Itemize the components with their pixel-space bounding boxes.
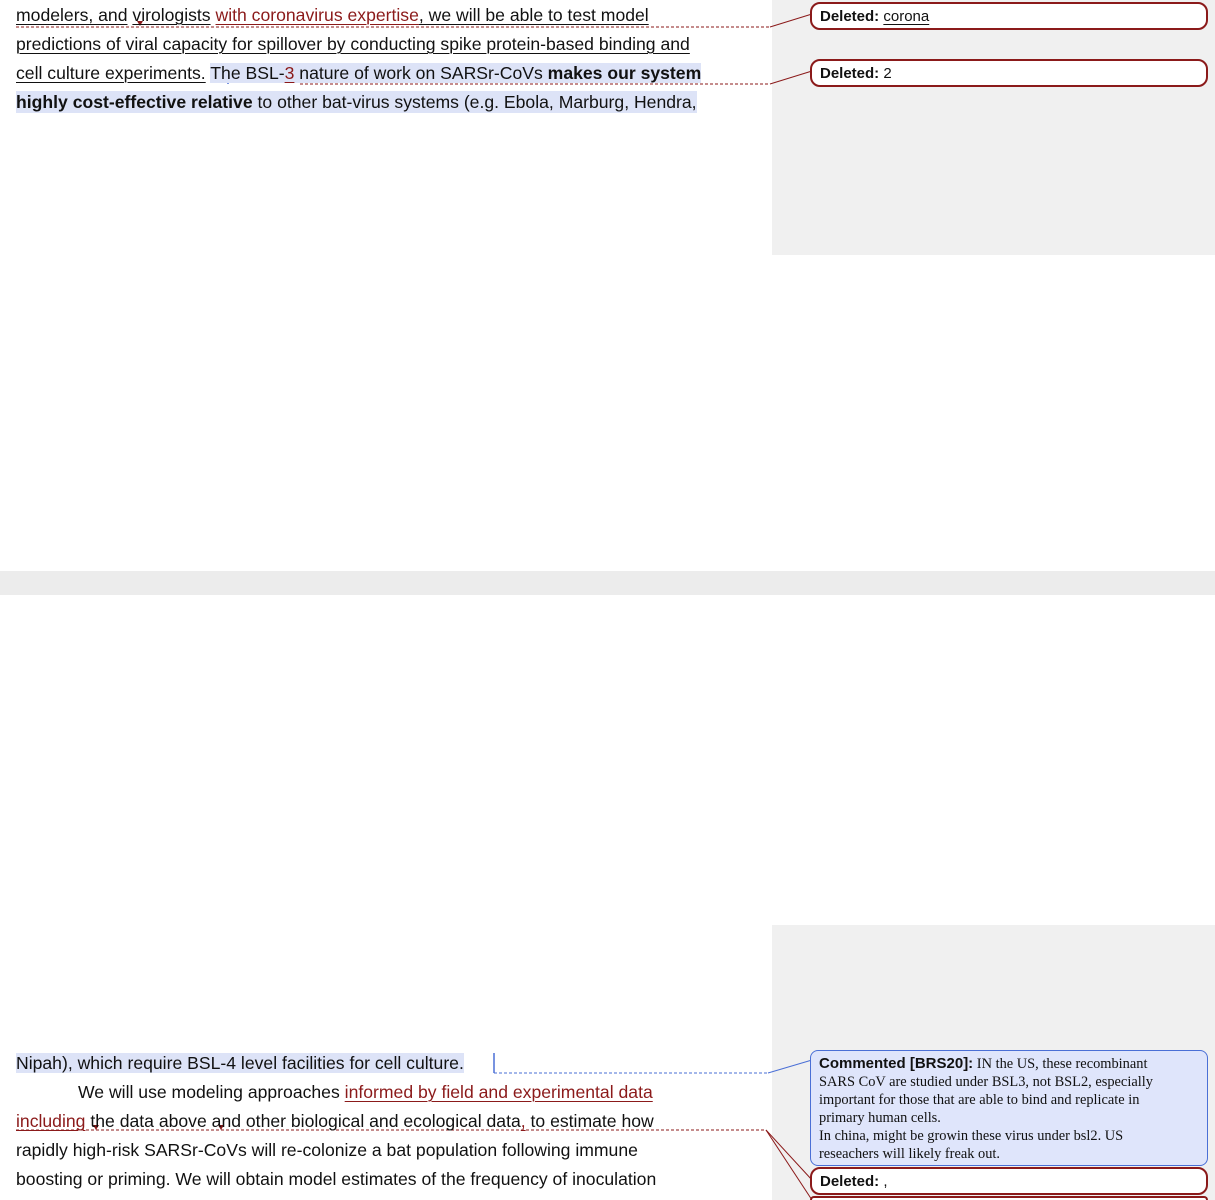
inserted-text: with coronavirus expertise	[215, 5, 419, 25]
deleted-balloon[interactable]	[810, 59, 1208, 87]
text-run: cell culture experiments.	[16, 63, 206, 83]
inserted-text: including	[16, 1111, 86, 1131]
deleted-label: Deleted:	[820, 1173, 880, 1190]
highlighted-text: Nipah), which require BSL-4 level facilities for cell culture.	[16, 1053, 464, 1073]
bold-text: makes our system	[547, 63, 702, 83]
text-run: The BSL-	[210, 63, 285, 83]
text-line	[16, 1110, 654, 1132]
text-line	[16, 1081, 653, 1103]
text-run: to estimate how	[530, 1111, 654, 1131]
deleted-text: 2	[883, 65, 892, 82]
text-line: boosting or priming. We will obtain model estimates of the frequency of inoculation	[16, 1169, 657, 1189]
text-run: nature of work on SARSr-CoVs	[299, 63, 543, 83]
text-line: rapidly high-risk SARSr-CoVs will re-colonize a bat population following immune	[16, 1140, 638, 1160]
inserted-text: informed by field and experimental data	[344, 1082, 653, 1102]
text-line: predictions of viral capacity for spillover by conducting spike protein-based binding and	[16, 34, 690, 54]
text-run: virologists	[132, 5, 211, 25]
deleted-label: Deleted:	[820, 65, 880, 82]
deleted-label: Deleted:	[820, 8, 880, 25]
comment-text: primary human cells.	[819, 1110, 941, 1126]
text-line	[16, 62, 701, 84]
text-run: and other biological and ecological data	[211, 1111, 521, 1131]
text-line	[16, 91, 697, 113]
text-run: , we will be able to test model	[418, 5, 649, 25]
deleted-text: ,	[883, 1173, 888, 1190]
deleted-balloon[interactable]	[810, 1167, 1208, 1195]
comment-text: IN the US, these recombinant	[976, 1056, 1148, 1072]
bold-text: highly cost-effective relative	[16, 92, 253, 112]
inserted-text: 3	[284, 63, 295, 83]
comment-balloon[interactable]	[810, 1050, 1208, 1166]
comment-text: In china, might be growin these virus under bsl2. US	[819, 1128, 1124, 1144]
inserted-text: ,	[520, 1111, 526, 1131]
deleted-balloon-partial[interactable]	[810, 1196, 1208, 1200]
comment-label: Commented [BRS20]:	[819, 1055, 974, 1072]
comment-text: SARS CoV are studied under BSL3, not BSL2, especially	[819, 1074, 1153, 1090]
text-run: the data above	[90, 1111, 207, 1131]
highlighted-text	[210, 63, 701, 83]
deleted-text: corona	[883, 8, 930, 25]
text-run: We will use modeling approaches	[78, 1082, 340, 1102]
text-line	[16, 4, 649, 26]
comment-text: important for those that are able to bind and replicate in	[819, 1092, 1140, 1108]
comment-text: reseachers will likely freak out.	[819, 1146, 1001, 1162]
text-line	[16, 1052, 464, 1074]
deleted-balloon[interactable]	[810, 2, 1208, 30]
text-run: to other bat-virus systems (e.g. Ebola, Marburg, Hendra,	[257, 92, 697, 112]
text-run: modelers, and	[16, 5, 128, 25]
